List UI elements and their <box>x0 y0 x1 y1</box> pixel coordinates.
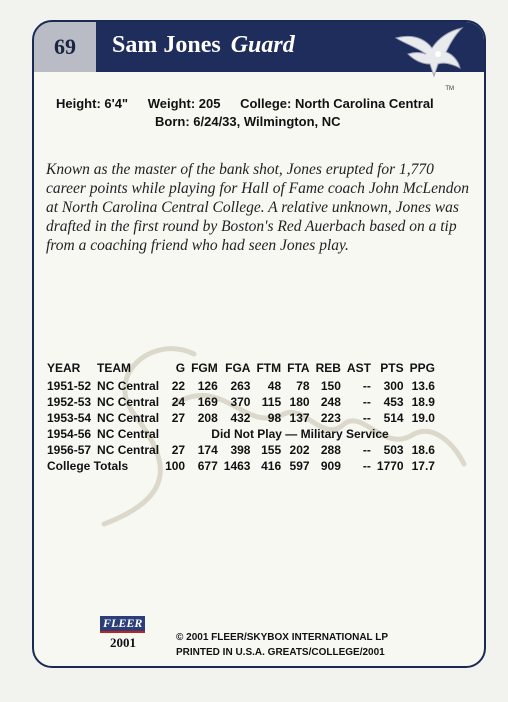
eagle-logo-icon <box>392 24 476 80</box>
weight: Weight: 205 <box>147 96 221 111</box>
height: Height: 6'4" <box>56 96 129 111</box>
cell: -- <box>362 443 371 457</box>
stats-header-row <box>44 360 438 378</box>
legal-text <box>176 630 388 660</box>
cell: 180 <box>289 395 310 409</box>
cell: 48 <box>267 379 282 393</box>
cell: 248 <box>320 395 341 409</box>
cell: 13.6 <box>411 379 435 393</box>
did-not-play-note: Did Not Play — Military Service <box>211 427 389 441</box>
col-header: FGM <box>191 361 218 375</box>
cell: 1952-53 <box>47 395 92 409</box>
cell: 22 <box>171 379 186 393</box>
player-name: Sam Jones <box>112 32 221 58</box>
col-header: FTM <box>256 361 282 375</box>
cell: NC Central <box>97 395 160 409</box>
bio-text: Known as the master of the bank shot, Jones erupted for 1,770 career points while playing for Hall of Fame coach John McLendon at North Carolina Central College. A relative unknown, Jones was drafted in the first round by Boston's Red Auerbach based on a tip from a coaching friend who had seen Jones play. <box>46 161 470 254</box>
cell: 100 <box>165 459 186 473</box>
table-row <box>44 378 438 394</box>
cell: 909 <box>320 459 341 473</box>
cell: 202 <box>289 443 310 457</box>
col-header: TEAM <box>97 361 132 375</box>
cell: 155 <box>261 443 282 457</box>
cell: 503 <box>383 443 404 457</box>
cell: 169 <box>197 395 218 409</box>
cell: 300 <box>383 379 404 393</box>
table-row-dnp <box>44 426 438 442</box>
fleer-logo <box>100 614 170 658</box>
player-bio <box>46 160 476 255</box>
cell: 1951-52 <box>47 379 92 393</box>
cell: 18.9 <box>411 395 435 409</box>
table-row <box>44 394 438 410</box>
stats-table <box>44 360 438 474</box>
cell: 677 <box>197 459 218 473</box>
cell: 398 <box>230 443 251 457</box>
player-position: Guard <box>230 32 295 58</box>
trademark: TM <box>445 86 454 92</box>
cell: NC Central <box>97 379 160 393</box>
cell: 126 <box>197 379 218 393</box>
col-header: FGA <box>225 361 251 375</box>
cell: 18.6 <box>411 443 435 457</box>
college: College: North Carolina Central <box>240 96 434 111</box>
cell: 17.7 <box>411 459 435 473</box>
col-header: PTS <box>380 361 404 375</box>
cell: 370 <box>230 395 251 409</box>
cell: 288 <box>320 443 341 457</box>
col-header: YEAR <box>47 361 81 375</box>
cell: 150 <box>320 379 341 393</box>
cell: 137 <box>289 411 310 425</box>
cell: 453 <box>383 395 404 409</box>
cell: College Totals <box>47 459 129 473</box>
col-header: G <box>175 361 186 375</box>
cell: 78 <box>296 379 310 393</box>
cell: NC Central <box>97 411 160 425</box>
cell: 597 <box>289 459 310 473</box>
col-header: AST <box>346 361 371 375</box>
player-name-line <box>112 32 295 59</box>
cell: 174 <box>197 443 218 457</box>
cell: -- <box>362 379 371 393</box>
totals-row <box>44 458 438 474</box>
cell: 1953-54 <box>47 411 92 425</box>
table-row <box>44 410 438 426</box>
cell: -- <box>362 411 371 425</box>
cell: 208 <box>197 411 218 425</box>
cell: 1956-57 <box>47 443 92 457</box>
cell: 24 <box>171 395 186 409</box>
cell: 1954-56 <box>47 427 92 441</box>
col-header: REB <box>315 361 341 375</box>
player-vitals <box>56 96 476 129</box>
cell: 1463 <box>223 459 251 473</box>
trading-card-back <box>32 20 486 668</box>
cell: NC Central <box>97 443 160 457</box>
cell: 432 <box>230 411 251 425</box>
col-header: FTA <box>287 361 310 375</box>
birth-info: Born: 6/24/33, Wilmington, NC <box>155 114 341 129</box>
cell: 223 <box>320 411 341 425</box>
copyright-line: © 2001 FLEER/SKYBOX INTERNATIONAL LP <box>176 632 389 643</box>
cell: 27 <box>171 411 186 425</box>
cell: -- <box>362 395 371 409</box>
cell: NC Central <box>97 427 160 441</box>
cell: 416 <box>261 459 282 473</box>
cell: 19.0 <box>411 411 435 425</box>
card-header <box>34 22 484 72</box>
cell: 27 <box>171 443 186 457</box>
card-number: 69 <box>34 22 96 72</box>
cell: 115 <box>261 395 282 409</box>
printed-line: PRINTED IN U.S.A. GREATS/COLLEGE/2001 <box>176 647 385 658</box>
col-header: PPG <box>409 361 435 375</box>
cell: 1770 <box>376 459 404 473</box>
table-row <box>44 442 438 458</box>
card-year: 2001 <box>110 635 136 650</box>
cell: -- <box>362 459 371 473</box>
cell: 514 <box>383 411 404 425</box>
cell: 263 <box>230 379 251 393</box>
fleer-brand: FLEER <box>100 616 145 633</box>
cell: 98 <box>267 411 282 425</box>
